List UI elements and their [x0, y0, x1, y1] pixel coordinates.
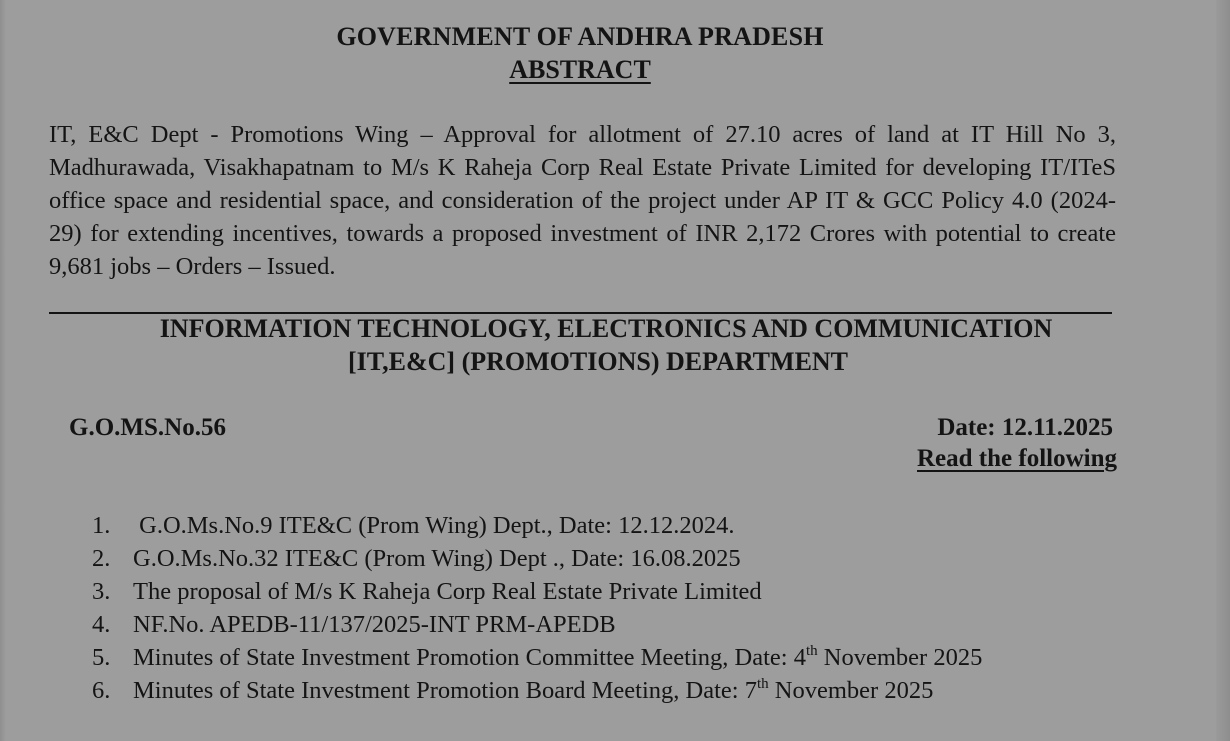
reference-item: [92, 542, 982, 575]
page-edge-right: [1216, 0, 1230, 741]
read-following-label: Read the following: [917, 445, 1117, 472]
reference-text-tail: November 2025: [768, 677, 934, 704]
ordinal-suffix: th: [756, 676, 769, 692]
subject-paragraph: [49, 118, 1116, 283]
department-title-line1: INFORMATION TECHNOLOGY, ELECTRONICS AND COMMUNICATION: [159, 314, 1053, 343]
order-date: Date: 12.11.2025: [937, 414, 1113, 441]
reference-text: The proposal of M/s K Raheja Corp Real Estate Private Limited: [133, 578, 762, 605]
reference-text: G.O.Ms.No.9 ITE&C (Prom Wing) Dept., Date: 12.12.2024.: [133, 512, 735, 539]
read-following-heading: [917, 445, 1117, 473]
reference-item: [92, 641, 982, 674]
reference-number: 2.: [92, 545, 111, 572]
order-number: G.O.MS.No.56: [69, 414, 226, 441]
subject-line: developing IT/ITeS office space and residential space, and consideration of the project under: [49, 154, 1116, 214]
abstract-heading: [0, 55, 1160, 85]
ordinal-suffix: th: [805, 643, 818, 659]
department-title-line2: [IT,E&C] (PROMOTIONS) DEPARTMENT: [347, 347, 849, 376]
subject-line: 3, Madhurawada, Visakhapatnam to M/s K Raheja Corp Real Estate Private Limited for: [49, 121, 1116, 181]
subject-line: AP IT & GCC Policy 4.0 (2024-29) for extending incentives, towards a proposed investment: [49, 187, 1117, 247]
reference-text: Minutes of State Investment Promotion Committee Meeting, Date: 4: [133, 644, 806, 671]
reference-text: G.O.Ms.No.32 ITE&C (Prom Wing) Dept ., Date: 16.08.2025: [133, 545, 741, 572]
reference-text: NF.No. APEDB-11/137/2025-INT PRM-APEDB: [133, 611, 616, 638]
reference-item: [92, 608, 982, 641]
reference-number: 5.: [92, 644, 111, 671]
subject-line: IT, E&C Dept - Promotions Wing – Approval for allotment of 27.10 acres of land at IT Hill No: [49, 121, 1086, 148]
reference-text: Minutes of State Investment Promotion Board Meeting, Date: 7: [133, 677, 757, 704]
reference-number: 1.: [92, 512, 111, 539]
reference-item: [92, 575, 982, 608]
reference-number: 4.: [92, 611, 111, 638]
reference-number: 3.: [92, 578, 111, 605]
government-heading: GOVERNMENT OF ANDHRA PRADESH: [336, 22, 824, 51]
abstract-label: ABSTRACT: [509, 55, 651, 84]
reference-number: 6.: [92, 677, 111, 704]
subject-line: of INR 2,172 Crores with potential to create 9,681 jobs – Orders – Issued.: [49, 220, 1117, 280]
reference-item: [92, 509, 982, 542]
reference-item: [92, 674, 982, 707]
references-list: [92, 509, 982, 707]
reference-text-tail: November 2025: [817, 644, 983, 671]
